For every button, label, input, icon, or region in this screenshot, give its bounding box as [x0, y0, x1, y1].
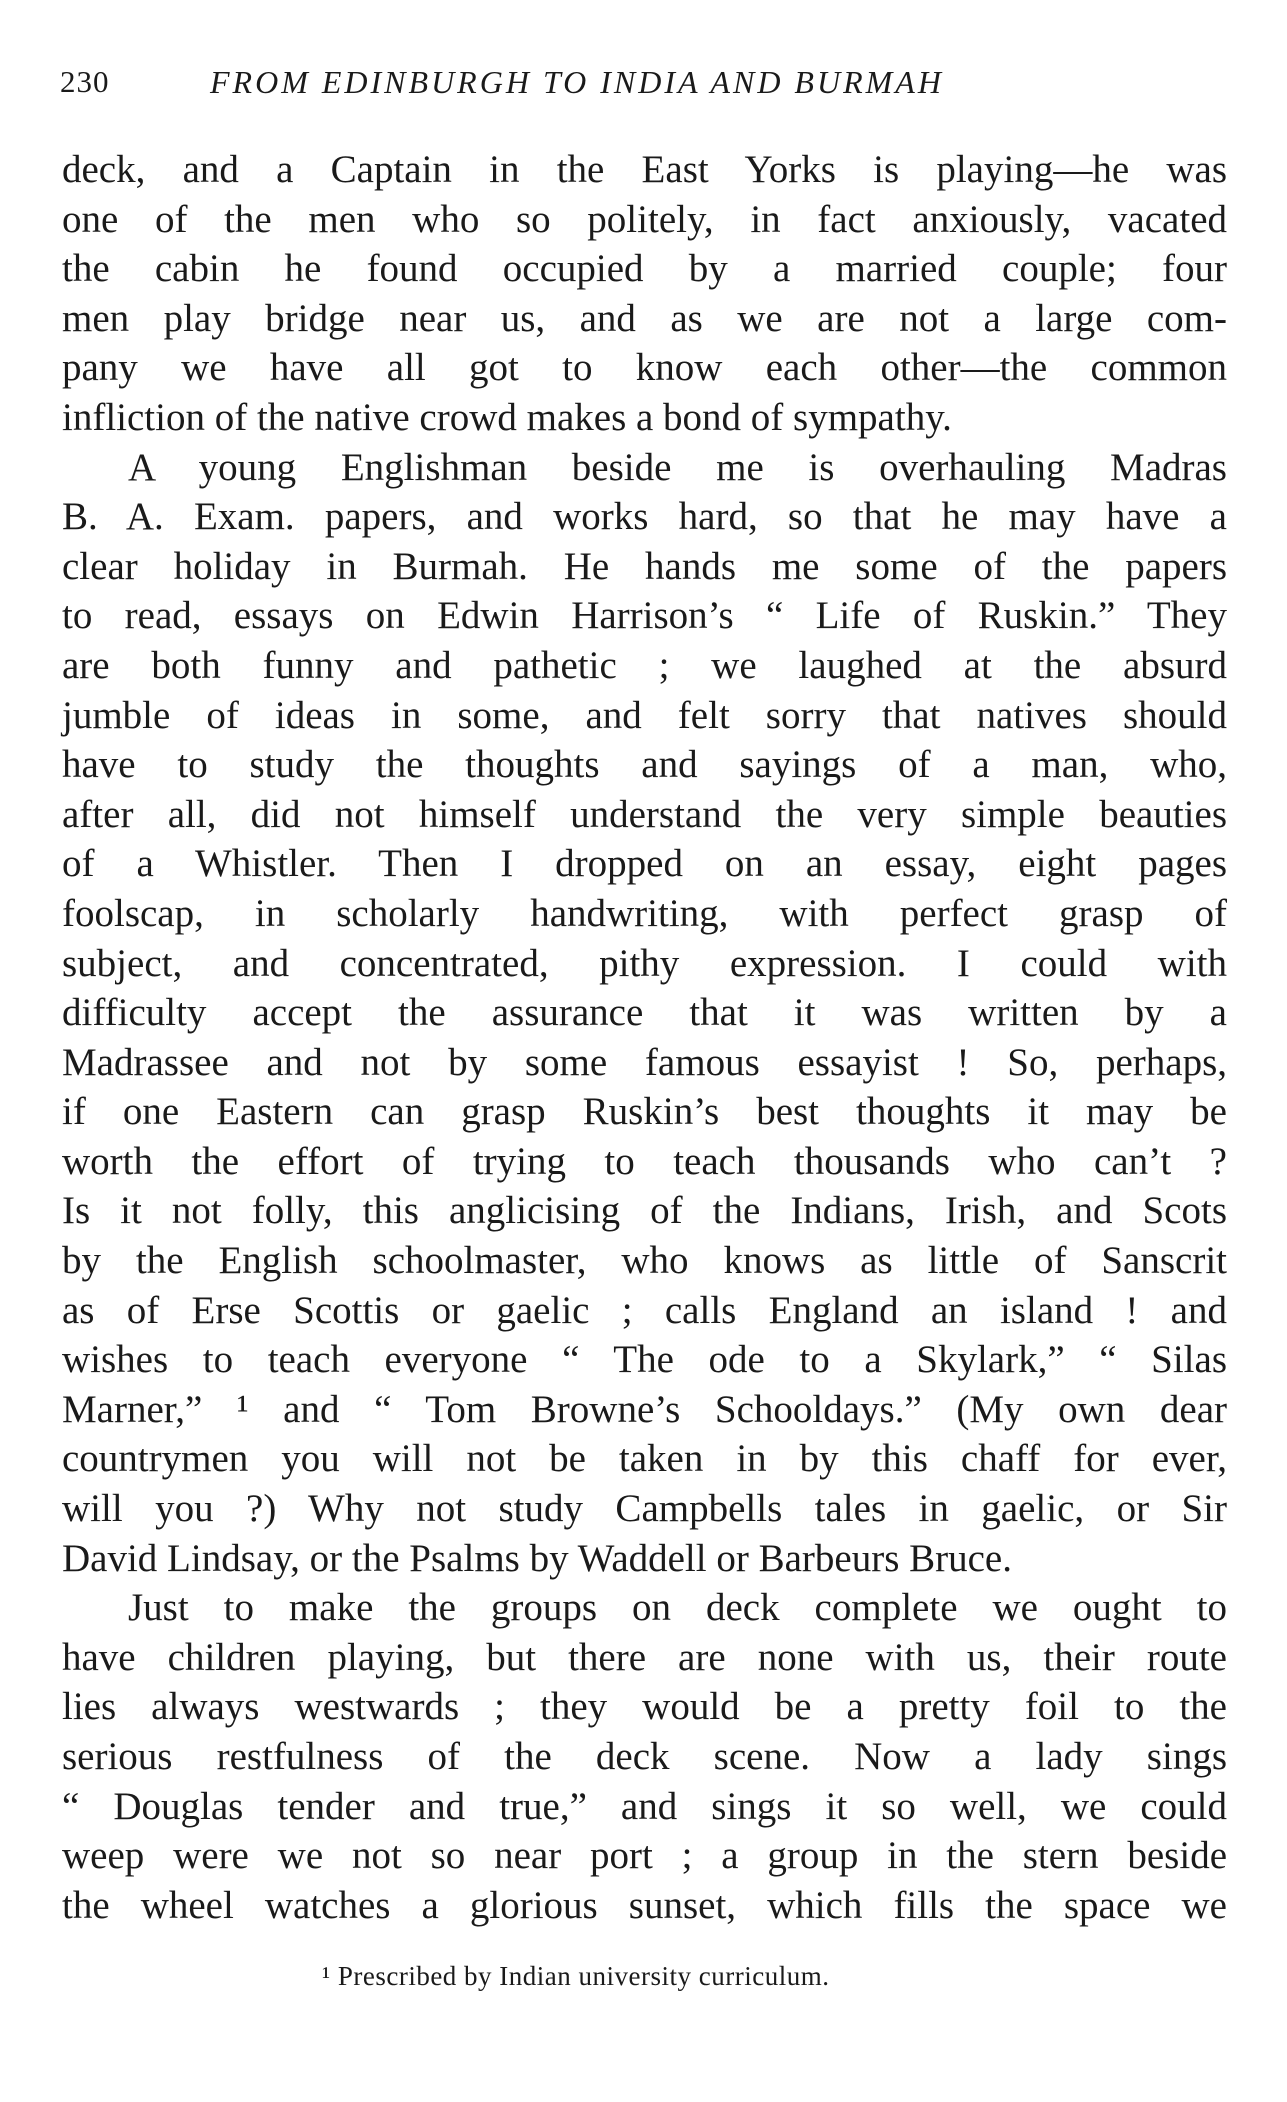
- text-line: men play bridge near us, and as we are not a large com-: [62, 296, 1227, 340]
- text-line: weep were we not so near port ; a group in the stern beside: [62, 1834, 1227, 1878]
- text-line: jumble of ideas in some, and felt sorry that natives should: [62, 693, 1227, 737]
- text-line: have to study the thoughts and sayings of a man, who,: [62, 743, 1227, 787]
- text-line: clear holiday in Burmah. He hands me some of the papers: [62, 544, 1227, 588]
- text-line: David Lindsay, or the Psalms by Waddell or Barbeurs Bruce.: [62, 1536, 1012, 1580]
- text-line: worth the effort of trying to teach thousands who can’t ?: [62, 1139, 1227, 1183]
- text-line: after all, did not himself understand the very simple beauties: [62, 792, 1227, 836]
- text-line: wishes to teach everyone “ The ode to a Skylark,” “ Silas: [62, 1338, 1227, 1382]
- text-line: “ Douglas tender and true,” and sings it so well, we could: [62, 1784, 1227, 1828]
- text-line: will you ?) Why not study Campbells tales in gaelic, or Sir: [62, 1487, 1227, 1531]
- text-line: B. A. Exam. papers, and works hard, so that he may have a: [62, 495, 1227, 539]
- footnote: ¹ Prescribed by Indian university curriculum.: [322, 1961, 830, 1991]
- running-title: FROM EDINBURGH TO INDIA AND BURMAH: [210, 64, 944, 100]
- text-line: are both funny and pathetic ; we laughed at the absurd: [62, 643, 1227, 687]
- text-line: Is it not folly, this anglicising of the Indians, Irish, and Scots: [62, 1189, 1227, 1233]
- text-line: the wheel watches a glorious sunset, which fills the space we: [62, 1883, 1227, 1927]
- page-number: 230: [60, 64, 110, 99]
- text-line: one of the men who so politely, in fact anxiously, vacated: [62, 197, 1227, 241]
- text-line: Madrassee and not by some famous essayist ! So, perhaps,: [62, 1040, 1227, 1084]
- running-header: [60, 62, 1230, 102]
- text-line: as of Erse Scottis or gaelic ; calls England an island ! and: [62, 1288, 1227, 1332]
- text-line: foolscap, in scholarly handwriting, with perfect grasp of: [62, 891, 1227, 935]
- text-line: if one Eastern can grasp Ruskin’s best thoughts it may be: [62, 1090, 1227, 1134]
- text-line: Just to make the groups on deck complete we ought to: [128, 1586, 1227, 1630]
- text-line: by the English schoolmaster, who knows as little of Sanscrit: [62, 1239, 1227, 1283]
- body-text: [62, 145, 1227, 1930]
- text-line: deck, and a Captain in the East Yorks is playing—he was: [62, 148, 1227, 191]
- text-line: subject, and concentrated, pithy expression. I could with: [62, 941, 1227, 985]
- text-line: lies always westwards ; they would be a pretty foil to the: [62, 1685, 1227, 1729]
- text-line: the cabin he found occupied by a married couple; four: [62, 247, 1227, 291]
- text-line: countrymen you will not be taken in by this chaff for ever,: [62, 1437, 1227, 1481]
- text-line: A young Englishman beside me is overhauling Madras: [128, 445, 1227, 489]
- text-line: to read, essays on Edwin Harrison’s “ Life of Ruskin.” They: [62, 594, 1227, 638]
- text-line: pany we have all got to know each other—the common: [62, 346, 1227, 390]
- text-line: of a Whistler. Then I dropped on an essay, eight pages: [62, 842, 1227, 886]
- text-line: difficulty accept the assurance that it was written by a: [62, 991, 1227, 1035]
- text-line: infliction of the native crowd makes a bond of sympathy.: [62, 395, 952, 439]
- text-line: serious restfulness of the deck scene. Now a lady sings: [62, 1735, 1227, 1778]
- text-line: have children playing, but there are none with us, their route: [62, 1635, 1227, 1679]
- text-line: Marner,” ¹ and “ Tom Browne’s Schooldays.” (My own dear: [62, 1387, 1227, 1431]
